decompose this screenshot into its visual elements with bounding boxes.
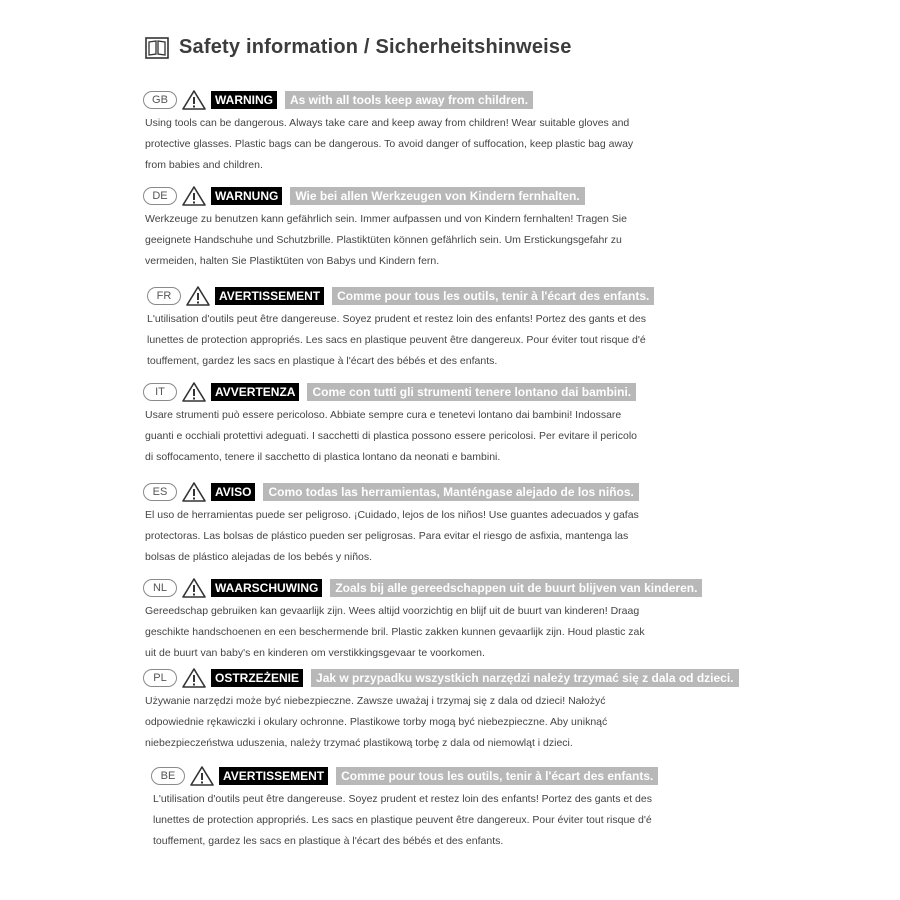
warning-headline: Come con tutti gli strumenti tenere lontano dai bambini. [307,383,636,401]
safety-section-fr [143,284,773,372]
language-badge: NL [143,579,177,597]
language-badge: DE [143,187,177,205]
body-line: geschikte handschoenen en een beschermende bril. Plastic zakken kunnen gevaarlijk zijn. Houd plastic zak [145,626,645,638]
section-heading-row [143,764,773,788]
section-body [143,691,773,754]
section-body [143,405,773,468]
warning-label: OSTRZEŻENIE [211,669,303,687]
warning-label: WARNING [211,91,277,109]
warning-triangle-icon [181,185,207,207]
body-line: touffement, gardez les sacs en plastique à l'écart des bébés et des enfants. [153,835,504,847]
safety-section-gb [143,88,773,176]
section-heading-row [143,576,773,600]
language-badge: IT [143,383,177,401]
safety-section-pl [143,666,773,754]
body-line: from babies and children. [145,159,263,171]
body-line: lunettes de protection appropriés. Les sacs en plastique peuvent être dangereux. Pour éviter tout risque d'é [147,334,646,346]
body-line: protective glasses. Plastic bags can be dangerous. To avoid danger of suffocation, keep plastic bag away [145,138,634,150]
warning-triangle-icon [181,667,207,689]
body-line: bolsas de plástico alejadas de los bebés y niños. [145,551,373,563]
warning-triangle-icon [189,765,215,787]
body-line: di soffocamento, tenere il sacchetto di plastica lontano da neonati e bambini. [145,451,501,463]
body-line: L'utilisation d'outils peut être dangereuse. Soyez prudent et restez loin des enfants! Portez des gants et des [147,313,646,325]
warning-headline: Jak w przypadku wszystkich narzędzi należy trzymać się z dala od dzieci. [311,669,739,687]
manual-book-icon [145,37,169,59]
warning-headline: Wie bei allen Werkzeugen von Kindern fernhalten. [290,187,584,205]
language-badge: PL [143,669,177,687]
warning-triangle-icon [185,285,211,307]
safety-section-nl [143,576,773,664]
body-line: El uso de herramientas puede ser peligroso. ¡Cuidado, lejos de los niños! Use guantes adecuados y gafas [145,509,639,521]
body-line: Usare strumenti può essere pericoloso. Abbiate sempre cura e tenetevi lontano dai bambini! Indossare [145,409,622,421]
body-line: Werkzeuge zu benutzen kann gefährlich sein. Immer aufpassen und von Kindern fernhalten! Tragen Sie [145,213,627,225]
section-heading-row [143,380,773,404]
section-heading-row [143,184,773,208]
section-heading-row [143,284,773,308]
body-line: guanti e occhiali protettivi adeguati. I sacchetti di plastica possono essere pericolosi. Per evitare il pericolo [145,430,638,442]
safety-section-be [143,764,773,852]
body-line: Używanie narzędzi może być niebezpieczne. Zawsze uważaj i trzymaj się z dala od dzieci! Nałożyć [145,695,606,707]
safety-section-de [143,184,773,272]
warning-triangle-icon [181,89,207,111]
warning-triangle-icon [181,381,207,403]
section-body [143,601,773,664]
body-line: touffement, gardez les sacs en plastique à l'écart des bébés et des enfants. [147,355,498,367]
page-title: Safety information / Sicherheitshinweise [179,36,572,58]
warning-headline: As with all tools keep away from children. [285,91,533,109]
warning-headline: Zoals bij alle gereedschappen uit de buurt blijven van kinderen. [330,579,702,597]
warning-triangle-icon [181,481,207,503]
section-body [143,505,773,568]
page-header [145,36,572,59]
warning-headline: Comme pour tous les outils, tenir à l'écart des enfants. [332,287,654,305]
safety-section-es [143,480,773,568]
section-body [143,113,773,176]
section-heading-row [143,666,773,690]
section-heading-row [143,88,773,112]
safety-section-it [143,380,773,468]
language-badge: ES [143,483,177,501]
warning-label: AVERTISSEMENT [219,767,328,785]
body-line: protectoras. Las bolsas de plástico pueden ser peligrosas. Para evitar el riesgo de asfixia, mantenga las [145,530,629,542]
warning-label: AVERTISSEMENT [215,287,324,305]
warning-label: AVISO [211,483,255,501]
warning-label: WARNUNG [211,187,282,205]
section-body [143,309,773,372]
warning-headline: Como todas las herramientas, Manténgase alejado de los niños. [263,483,638,501]
body-line: Gereedschap gebruiken kan gevaarlijk zijn. Wees altijd voorzichtig en blijf uit de buurt van kinderen! Draag [145,605,640,617]
body-line: geeignete Handschuhe und Schutzbrille. Plastiktüten können gefährlich sein. Um Erstickungsgefahr zu [145,234,622,246]
warning-triangle-icon [181,577,207,599]
warning-label: WAARSCHUWING [211,579,322,597]
body-line: Using tools can be dangerous. Always take care and keep away from children! Wear suitable gloves and [145,117,630,129]
body-line: niebezpieczeństwa uduszenia, należy trzymać plastikową torbę z dala od niemowląt i dzieci. [145,737,573,749]
section-heading-row [143,480,773,504]
body-line: L'utilisation d'outils peut être dangereuse. Soyez prudent et restez loin des enfants! Portez des gants et des [153,793,652,805]
body-line: uit de buurt van baby's en kinderen om verstikkingsgevaar te voorkomen. [145,647,485,659]
warning-label: AVVERTENZA [211,383,299,401]
body-line: vermeiden, halten Sie Plastiktüten von Babys und Kindern fern. [145,255,440,267]
language-badge: FR [147,287,181,305]
section-body [143,209,773,272]
body-line: odpowiednie rękawiczki i okulary ochronne. Plastikowe torby mogą być niebezpieczne. Aby uniknąć [145,716,608,728]
language-badge: GB [143,91,177,109]
language-badge: BE [151,767,185,785]
section-body [143,789,773,852]
body-line: lunettes de protection appropriés. Les sacs en plastique peuvent être dangereux. Pour éviter tout risque d'é [153,814,652,826]
warning-headline: Comme pour tous les outils, tenir à l'écart des enfants. [336,767,658,785]
